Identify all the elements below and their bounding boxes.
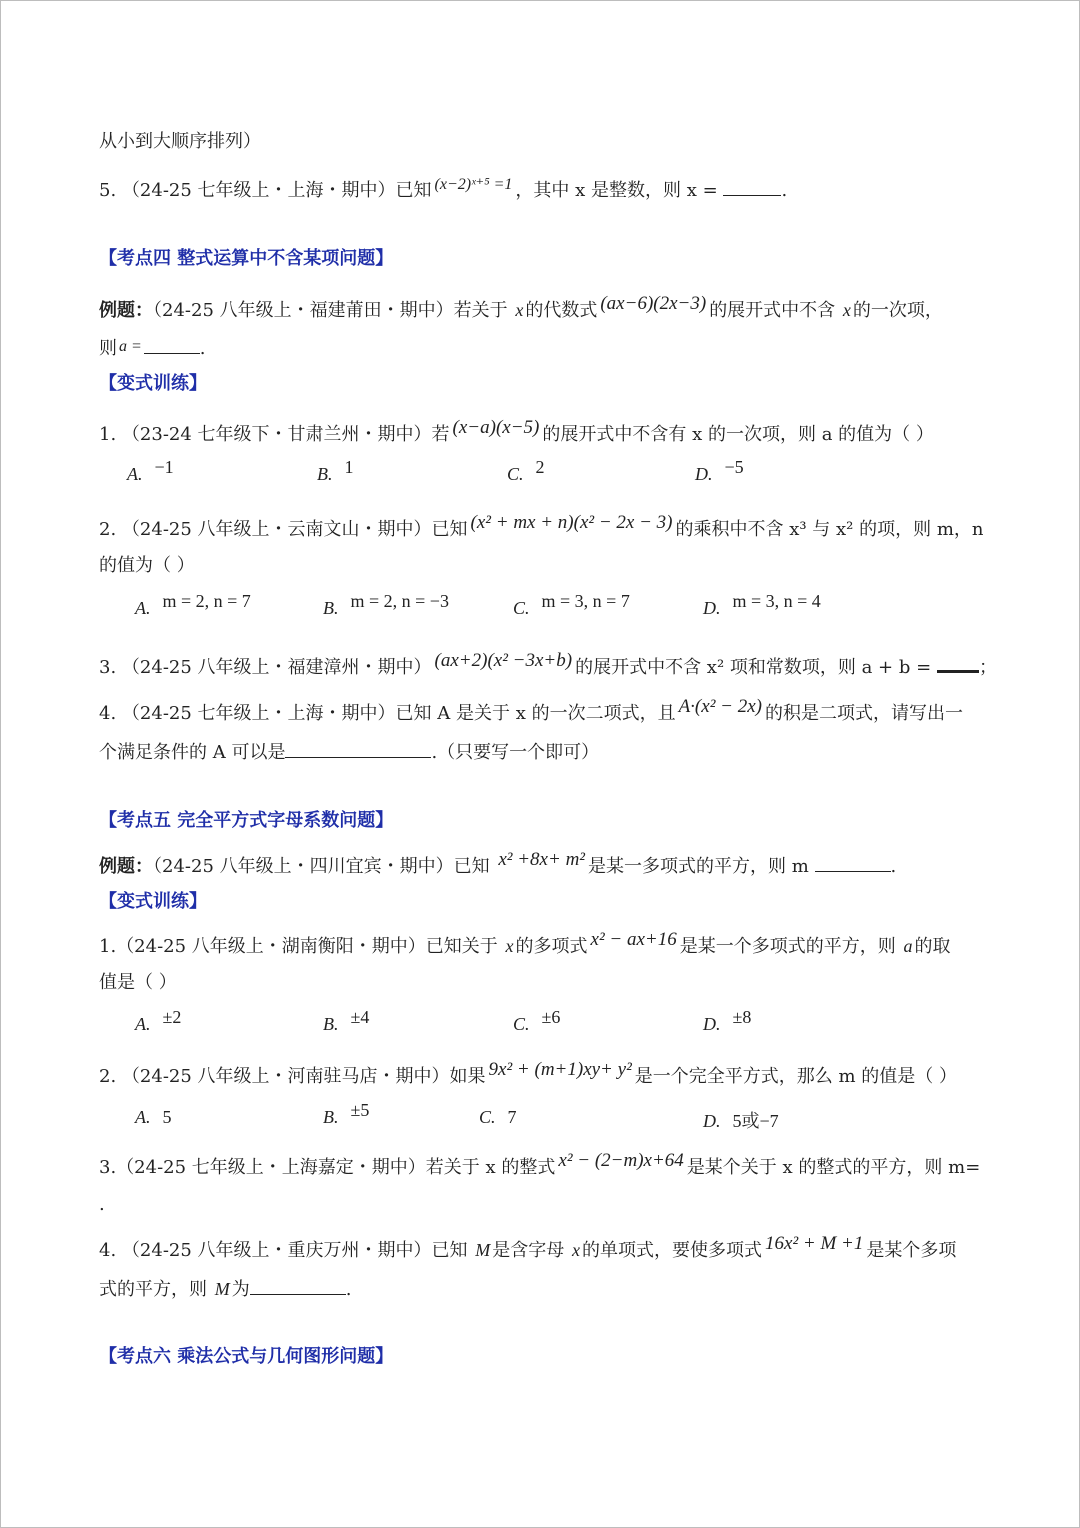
s5-question-4: 4. （24-25 八年级上・重庆万州・期中）已知 M 是含字母 x 的单项式，要使多项式 16x² + M +1 是某个多项: [99, 1233, 957, 1261]
option-d[interactable]: D. ±8: [703, 1007, 752, 1034]
answer-blank[interactable]: [285, 739, 431, 758]
math-expression: x² +8x+ m²: [498, 849, 585, 870]
option-c[interactable]: C. 7: [479, 1107, 517, 1127]
answer-blank[interactable]: [723, 177, 781, 196]
variant-training-heading: 【变式训练】: [99, 891, 207, 912]
answer-blank[interactable]: [815, 853, 891, 872]
option-a[interactable]: A. m = 2, n = 7: [135, 591, 251, 618]
section-4-example: 例题：（24-25 八年级上・福建莆田・期中）若关于 x 的代数式 (ax−6)(2x−3) 的展开式中不含 x 的一次项，: [99, 293, 943, 321]
math-expression: (ax−6)(2x−3): [600, 293, 707, 314]
answer-blank[interactable]: [250, 1276, 346, 1295]
s5-question-1: 1.（24-25 八年级上・湖南衡阳・期中）已知关于 x 的多项式 x² − ax+16 是某一个多项式的平方，则 a 的取: [99, 929, 951, 957]
s4-question-4: 4. （24-25 七年级上・上海・期中）已知 A 是关于 x 的一次二项式，且 A·(x² − 2x) 的积是二项式，请写出一: [99, 696, 963, 724]
section-6-heading: 【考点六 乘法公式与几何图形问题】: [99, 1346, 394, 1367]
option-d[interactable]: D. −5: [695, 457, 744, 484]
math-expression: (x−2)ˣ⁺⁵ =1: [434, 176, 513, 193]
s4-question-2: 2. （24-25 八年级上・云南文山・期中）已知 (x² + mx + n)(x² − 2x − 3) 的乘积中不含 x³ 与 x² 的项，则 m，n: [99, 512, 984, 540]
s5-question-1-line2: 值是（ ）: [99, 972, 177, 993]
question-5: 5. （24-25 七年级上・上海・期中）已知 (x−2)ˣ⁺⁵ =1 ，其中 x 是整数，则 x = .: [99, 176, 788, 201]
section-4-example-line2: 则 a = .: [99, 335, 206, 362]
math-expression: (x−a)(x−5): [452, 417, 540, 438]
option-c[interactable]: C. ±6: [513, 1007, 561, 1034]
continuation-text: 从小到大顺序排列）: [99, 131, 261, 152]
option-b[interactable]: B. ±5: [323, 1100, 370, 1127]
section-5-heading: 【考点五 完全平方式字母系数问题】: [99, 810, 394, 831]
section-4-heading: 【考点四 整式运算中不含某项问题】: [99, 248, 394, 269]
s4-question-1: 1. （23-24 七年级下・甘肃兰州・期中）若 (x−a)(x−5) 的展开式中不含有 x 的一次项，则 a 的值为（ ）: [99, 417, 934, 445]
option-b[interactable]: B. ±4: [323, 1007, 370, 1034]
option-d[interactable]: D. 5或−7: [703, 1111, 779, 1131]
section-5-example: 例题：（24-25 八年级上・四川宜宾・期中）已知 x² +8x+ m² 是某一多项式的平方，则 m .: [99, 849, 897, 877]
s5-question-3: 3.（24-25 七年级上・上海嘉定・期中）若关于 x 的整式 x² − (2−m)x+64 是某个关于 x 的整式的平方，则 m=: [99, 1150, 981, 1178]
option-b[interactable]: B. 1: [317, 457, 354, 484]
math-expression: x² − ax+16: [590, 929, 677, 950]
s4-question-3: 3. （24-25 八年级上・福建漳州・期中） (ax+2)(x² −3x+b) 的展开式中不含 x² 项和常数项，则 a + b = ；: [99, 650, 997, 678]
s5-question-4-line2: 式的平方，则 M 为 .: [99, 1276, 351, 1302]
math-expression: 9x² + (m+1)xy+ y²: [488, 1059, 632, 1080]
math-expression: x² − (2−m)x+64: [558, 1150, 684, 1171]
math-expression: A·(x² − 2x): [678, 696, 762, 717]
option-a[interactable]: A. 5: [135, 1107, 172, 1127]
answer-blank[interactable]: [144, 335, 200, 354]
s5-question-2: 2. （24-25 八年级上・河南驻马店・期中）如果 9x² + (m+1)xy+ y² 是一个完全平方式，那么 m 的值是（ ）: [99, 1059, 957, 1087]
option-c[interactable]: C. m = 3, n = 7: [513, 591, 630, 618]
option-d[interactable]: D. m = 3, n = 4: [703, 591, 821, 618]
s5-question-3-line2: .: [99, 1194, 105, 1215]
answer-blank[interactable]: [937, 652, 979, 673]
option-a[interactable]: A. −1: [127, 457, 174, 484]
option-a[interactable]: A. ±2: [135, 1007, 182, 1034]
option-c[interactable]: C. 2: [507, 457, 545, 484]
s4-question-4-line2: 个满足条件的 A 可以是 .（只要写一个即可）: [99, 739, 599, 765]
variant-training-heading: 【变式训练】: [99, 373, 207, 394]
math-expression: (x² + mx + n)(x² − 2x − 3): [470, 512, 673, 533]
math-expression: (ax+2)(x² −3x+b): [434, 650, 573, 671]
math-expression: 16x² + M +1: [765, 1233, 864, 1254]
option-b[interactable]: B. m = 2, n = −3: [323, 591, 449, 618]
s4-question-2-line2: 的值为（ ）: [99, 555, 195, 576]
